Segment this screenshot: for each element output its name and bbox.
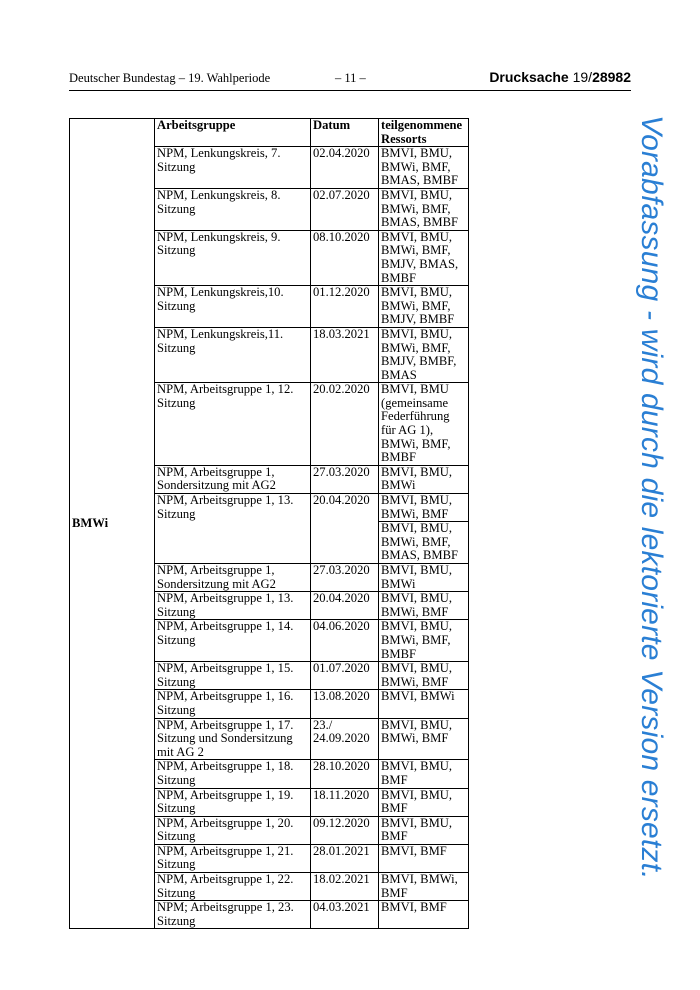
drucksache-prefix: 19/ (572, 69, 593, 85)
cell-arbeitsgruppe: NPM, Lenkungskreis, 8. Sitzung (155, 188, 311, 230)
cell-datum: 20.04.2020 (311, 494, 379, 564)
cell-ressorts: BMVI, BMU, BMWi, BMF, BMAS, BMBF (379, 188, 469, 230)
cell-ressorts: BMVI, BMU, BMWi, BMF, BMBF (379, 620, 469, 662)
cell-ressorts: BMVI, BMU, BMWi, BMF (379, 494, 469, 522)
cell-datum: 09.12.2020 (311, 816, 379, 844)
cell-datum: 08.10.2020 (311, 230, 379, 285)
cell-arbeitsgruppe: NPM, Arbeitsgruppe 1, 20. Sitzung (155, 816, 311, 844)
cell-ressorts: BMVI, BMU, BMWi, BMF (379, 592, 469, 620)
cell-datum: 02.07.2020 (311, 188, 379, 230)
header-ressorts-line1: teilgenommene (381, 118, 463, 132)
cell-arbeitsgruppe: NPM, Arbeitsgruppe 1, 13. Sitzung (155, 494, 311, 564)
cell-ressorts: BMVI, BMF (379, 844, 469, 872)
cell-datum: 28.10.2020 (311, 760, 379, 788)
cell-ressorts: BMVI, BMU, BMF (379, 788, 469, 816)
cell-arbeitsgruppe: NPM, Arbeitsgruppe 1, 16. Sitzung (155, 690, 311, 718)
cell-ressorts: BMVI, BMU, BMWi, BMF, BMJV, BMBF, BMAS (379, 327, 469, 382)
cell-arbeitsgruppe: NPM, Arbeitsgruppe 1, Sondersitzung mit AG2 (155, 465, 311, 493)
ministry-cell: BMWi (70, 119, 155, 929)
cell-ressorts: BMVI, BMU, BMWi (379, 465, 469, 493)
cell-datum: 27.03.2020 (311, 465, 379, 493)
cell-ressorts: BMVI, BMU, BMF (379, 816, 469, 844)
cell-ressorts: BMVI, BMU, BMWi, BMF (379, 662, 469, 690)
cell-datum: 01.12.2020 (311, 286, 379, 328)
page-header (69, 68, 631, 91)
sessions-table (69, 118, 469, 929)
cell-datum: 27.03.2020 (311, 564, 379, 592)
cell-ressorts: BMVI, BMWi (379, 690, 469, 718)
cell-ressorts: BMVI, BMU, BMWi, BMF, BMAS, BMBF (379, 522, 469, 564)
cell-arbeitsgruppe: NPM, Arbeitsgruppe 1, 21. Sitzung (155, 844, 311, 872)
cell-arbeitsgruppe: NPM, Lenkungskreis,11. Sitzung (155, 327, 311, 382)
cell-arbeitsgruppe: NPM, Arbeitsgruppe 1, 17. Sitzung und Sondersitzung mit AG 2 (155, 718, 311, 760)
cell-datum: 23./ 24.09.2020 (311, 718, 379, 760)
cell-arbeitsgruppe: NPM, Arbeitsgruppe 1, 18. Sitzung (155, 760, 311, 788)
cell-datum: 13.08.2020 (311, 690, 379, 718)
cell-ressorts: BMVI, BMU, BMWi (379, 564, 469, 592)
header-page-number: – 11 – (335, 71, 366, 85)
cell-arbeitsgruppe: NPM, Arbeitsgruppe 1, 12. Sitzung (155, 383, 311, 466)
header-parliament: Deutscher Bundestag – 19. Wahlperiode (69, 71, 271, 85)
cell-datum: 18.02.2021 (311, 873, 379, 901)
draft-watermark: Vorabfassung - wird durch die lektorierte Version ersetzt. (635, 115, 668, 880)
cell-datum: 20.02.2020 (311, 383, 379, 466)
cell-datum: 04.03.2021 (311, 901, 379, 929)
cell-arbeitsgruppe: NPM, Lenkungskreis,10. Sitzung (155, 286, 311, 328)
cell-ressorts: BMVI, BMU, BMWi, BMF, BMJV, BMAS, BMBF (379, 230, 469, 285)
cell-arbeitsgruppe: NPM, Lenkungskreis, 9. Sitzung (155, 230, 311, 285)
cell-datum: 18.03.2021 (311, 327, 379, 382)
cell-ressorts: BMVI, BMU, BMF (379, 760, 469, 788)
drucksache-number: 28982 (592, 69, 631, 85)
header-datum: Datum (311, 119, 379, 147)
cell-datum: 04.06.2020 (311, 620, 379, 662)
cell-ressorts: BMVI, BMU, BMWi, BMF (379, 718, 469, 760)
header-ressorts (379, 119, 469, 147)
header-ressorts-line2: Ressorts (381, 131, 427, 146)
table-header-row (70, 119, 469, 147)
cell-arbeitsgruppe: NPM, Arbeitsgruppe 1, 19. Sitzung (155, 788, 311, 816)
cell-arbeitsgruppe: NPM, Arbeitsgruppe 1, 14. Sitzung (155, 620, 311, 662)
cell-arbeitsgruppe: NPM, Arbeitsgruppe 1, 15. Sitzung (155, 662, 311, 690)
header-arbeitsgruppe: Arbeitsgruppe (155, 119, 311, 147)
cell-arbeitsgruppe: NPM, Arbeitsgruppe 1, 13. Sitzung (155, 592, 311, 620)
cell-datum: 01.07.2020 (311, 662, 379, 690)
cell-ressorts: BMVI, BMWi, BMF (379, 873, 469, 901)
cell-ressorts: BMVI, BMU, BMWi, BMF, BMAS, BMBF (379, 147, 469, 189)
cell-arbeitsgruppe: NPM, Arbeitsgruppe 1, 22. Sitzung (155, 873, 311, 901)
cell-datum: 02.04.2020 (311, 147, 379, 189)
cell-datum: 20.04.2020 (311, 592, 379, 620)
header-drucksache (489, 69, 631, 85)
cell-ressorts: BMVI, BMU (gemeinsame Federführung für AG 1), BMWi, BMF, BMBF (379, 383, 469, 466)
drucksache-label: Drucksache (489, 69, 569, 85)
cell-datum: 18.11.2020 (311, 788, 379, 816)
cell-arbeitsgruppe: NPM, Arbeitsgruppe 1, Sondersitzung mit AG2 (155, 564, 311, 592)
cell-datum: 28.01.2021 (311, 844, 379, 872)
cell-ressorts: BMVI, BMU, BMWi, BMF, BMJV, BMBF (379, 286, 469, 328)
cell-arbeitsgruppe: NPM, Lenkungskreis, 7. Sitzung (155, 147, 311, 189)
cell-arbeitsgruppe: NPM; Arbeitsgruppe 1, 23. Sitzung (155, 901, 311, 929)
cell-ressorts: BMVI, BMF (379, 901, 469, 929)
